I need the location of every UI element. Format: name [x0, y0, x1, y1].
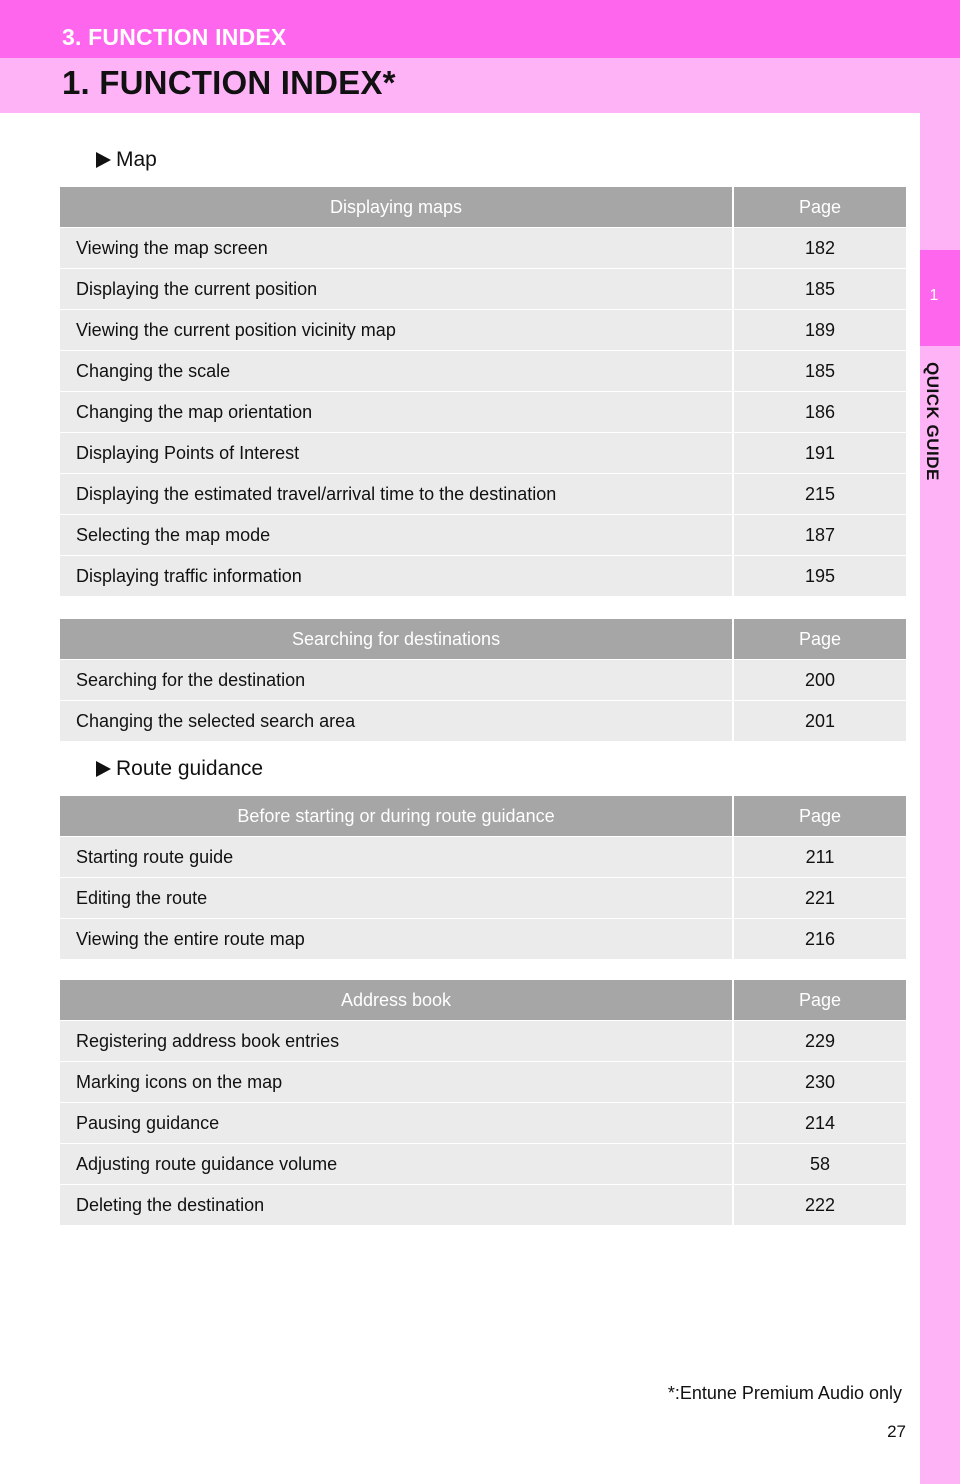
row-page: 185: [733, 351, 906, 392]
row-label: Viewing the entire route map: [60, 919, 733, 960]
row-label: Changing the map orientation: [60, 392, 733, 433]
page-number: 27: [887, 1422, 906, 1441]
row-page: 221: [733, 878, 906, 919]
row-page: 182: [733, 228, 906, 269]
row-page: 186: [733, 392, 906, 433]
chapter-tab-number: 1: [929, 287, 939, 304]
row-page: 211: [733, 837, 906, 878]
table-row: [60, 837, 906, 878]
page-title: 1. FUNCTION INDEX*: [62, 64, 396, 101]
subheading-route-guidance: [96, 757, 263, 781]
row-label: Changing the scale: [60, 351, 733, 392]
column-header-function: Before starting or during route guidance: [60, 796, 733, 837]
row-label: Registering address book entries: [60, 1021, 733, 1062]
triangle-bullet-icon: [96, 761, 111, 777]
table-row: [60, 515, 906, 556]
table-header-row: [60, 796, 906, 837]
row-page: 195: [733, 556, 906, 597]
table-row: [60, 1103, 906, 1144]
table-header-row: [60, 619, 906, 660]
table-row: [60, 433, 906, 474]
table-row: [60, 1144, 906, 1185]
table-row: [60, 392, 906, 433]
table-displaying-maps: [60, 187, 906, 597]
table-row: [60, 1062, 906, 1103]
table-searching-destinations: [60, 619, 906, 742]
row-label: Deleting the destination: [60, 1185, 733, 1226]
row-page: 200: [733, 660, 906, 701]
row-label: Changing the selected search area: [60, 701, 733, 742]
row-label: Selecting the map mode: [60, 515, 733, 556]
row-label: Displaying the estimated travel/arrival time to the destination: [60, 474, 733, 515]
table-row: [60, 701, 906, 742]
row-page: 215: [733, 474, 906, 515]
subheading-text: Map: [116, 148, 157, 171]
table-row: [60, 1021, 906, 1062]
row-label: Viewing the current position vicinity map: [60, 310, 733, 351]
row-label: Starting route guide: [60, 837, 733, 878]
table-address-book: [60, 980, 906, 1226]
row-page: 191: [733, 433, 906, 474]
row-page: 58: [733, 1144, 906, 1185]
row-label: Searching for the destination: [60, 660, 733, 701]
row-page: 189: [733, 310, 906, 351]
row-page: 222: [733, 1185, 906, 1226]
row-page: 185: [733, 269, 906, 310]
section-label: 3. FUNCTION INDEX: [62, 24, 287, 50]
row-label: Marking icons on the map: [60, 1062, 733, 1103]
table-row: [60, 878, 906, 919]
table-row: [60, 228, 906, 269]
column-header-page: Page: [733, 187, 906, 228]
table-route-guidance: [60, 796, 906, 960]
row-label: Displaying Points of Interest: [60, 433, 733, 474]
column-header-function: Searching for destinations: [60, 619, 733, 660]
table-row: [60, 474, 906, 515]
table-row: [60, 660, 906, 701]
row-page: 187: [733, 515, 906, 556]
subheading-map: [96, 148, 157, 172]
row-page: 214: [733, 1103, 906, 1144]
table-row: [60, 269, 906, 310]
row-label: Adjusting route guidance volume: [60, 1144, 733, 1185]
column-header-page: Page: [733, 980, 906, 1021]
row-label: Editing the route: [60, 878, 733, 919]
table-row: [60, 556, 906, 597]
column-header-page: Page: [733, 619, 906, 660]
row-page: 201: [733, 701, 906, 742]
row-page: 229: [733, 1021, 906, 1062]
table-header-row: [60, 187, 906, 228]
table-row: [60, 919, 906, 960]
subheading-text: Route guidance: [116, 757, 264, 780]
table-row: [60, 351, 906, 392]
row-label: Pausing guidance: [60, 1103, 733, 1144]
table-row: [60, 1185, 906, 1226]
column-header-function: Displaying maps: [60, 187, 733, 228]
row-label: Displaying the current position: [60, 269, 733, 310]
table-row: [60, 310, 906, 351]
row-page: 230: [733, 1062, 906, 1103]
row-label: Displaying traffic information: [60, 556, 733, 597]
row-label: Viewing the map screen: [60, 228, 733, 269]
footnote: *:Entune Premium Audio only: [667, 1383, 902, 1403]
triangle-bullet-icon: [96, 152, 111, 168]
row-page: 216: [733, 919, 906, 960]
column-header-function: Address book: [60, 980, 733, 1021]
table-header-row: [60, 980, 906, 1021]
column-header-page: Page: [733, 796, 906, 837]
chapter-tab-label: QUICK GUIDE: [923, 362, 942, 481]
